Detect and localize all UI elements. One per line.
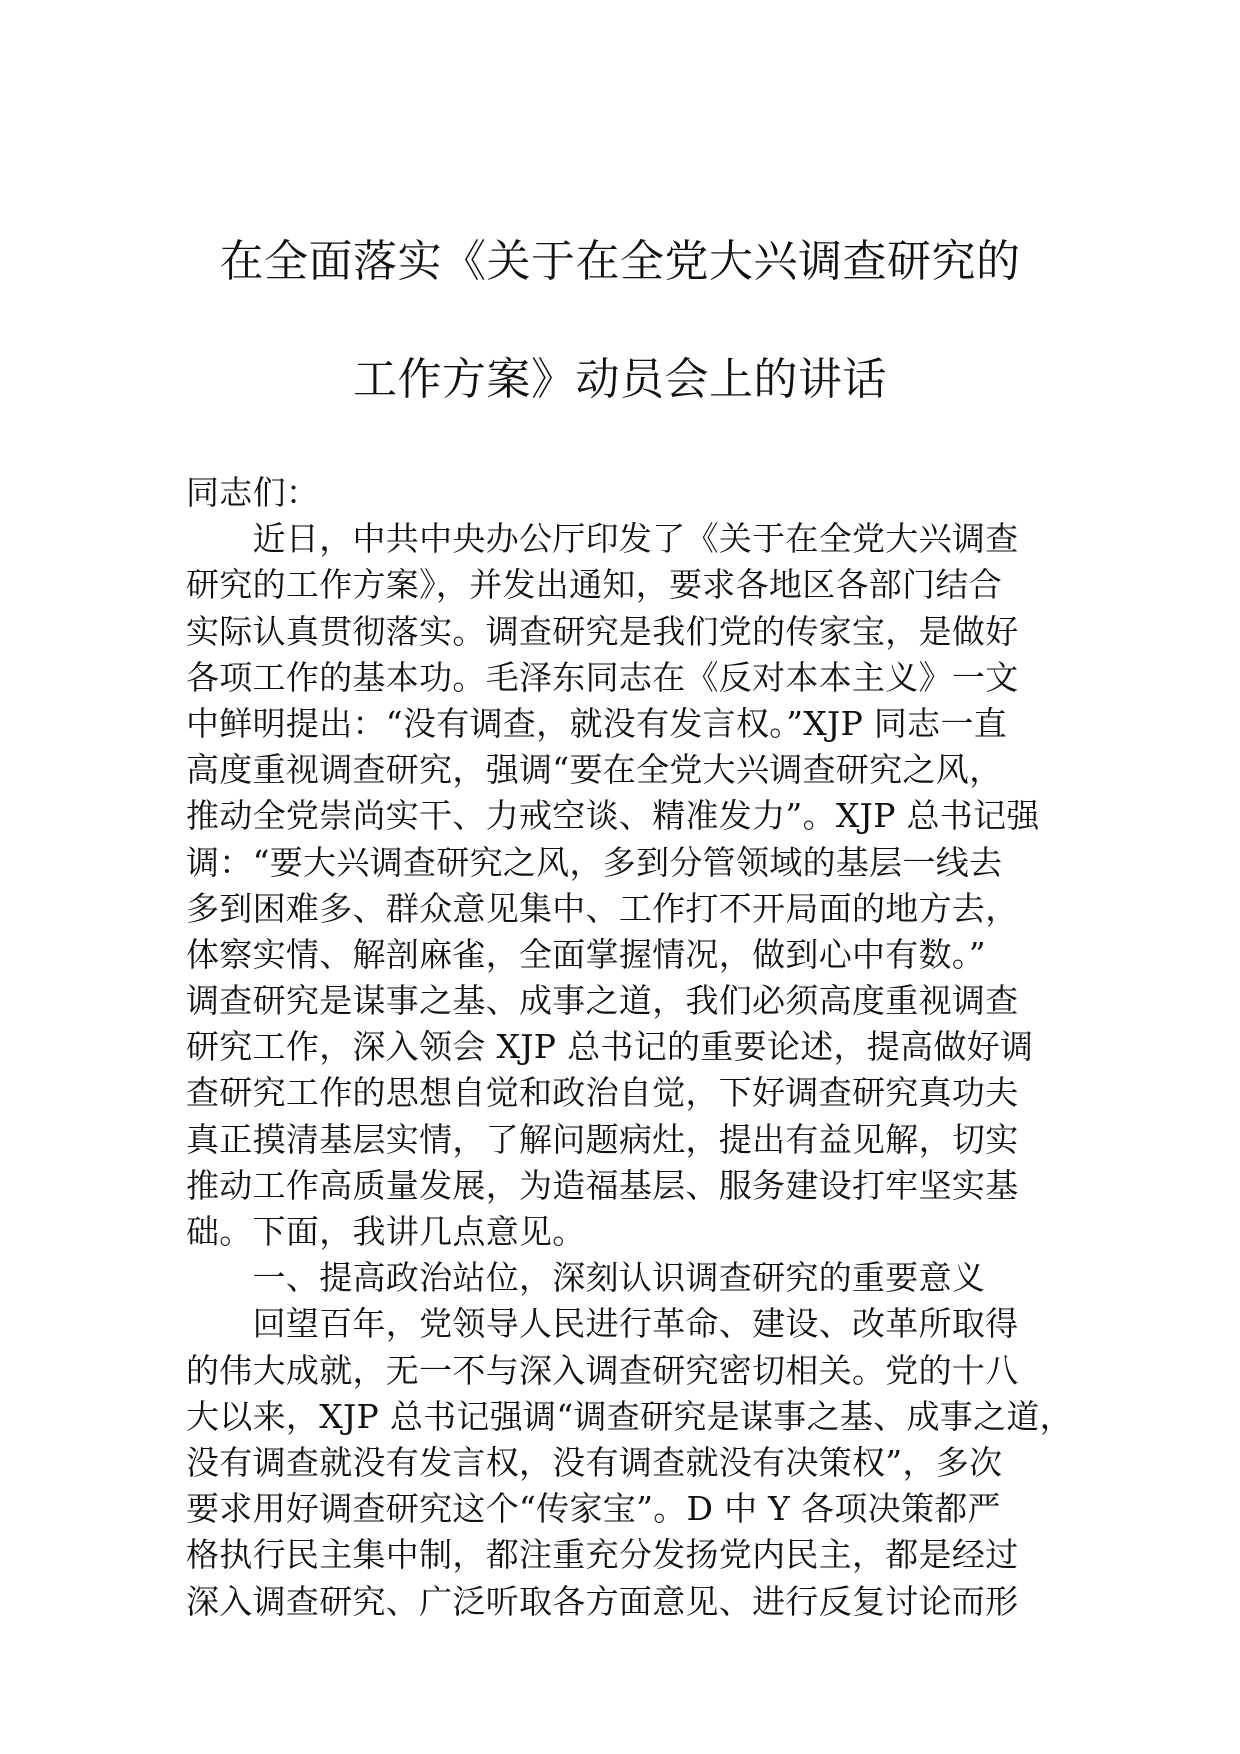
body-line: 多到困难多、群众意见集中、工作打不开局面的地方去，: [186, 888, 1019, 928]
document-title-line-1: 在全面落实《关于在全党大兴调查研究的: [219, 236, 1021, 287]
body-line: 的伟大成就，无一不与深入调查研究密切相关。党的十八: [186, 1350, 1019, 1390]
body-line: 各项工作的基本功。毛泽东同志在《反对本本主义》一文: [186, 657, 1019, 697]
body-line: 推动全党崇尚实干、力戒空谈、精准发力”。XJP 总书记强: [186, 796, 1040, 836]
document-title-line-2: 工作方案》动员会上的讲话: [353, 354, 887, 405]
body-line: 没有调查就没有发言权，没有调查就没有决策权”，多次: [186, 1442, 1003, 1482]
body-line: 格执行民主集中制，都注重充分发扬党内民主，都是经过: [186, 1535, 1019, 1575]
salutation: 同志们：: [186, 473, 320, 512]
body-line: 推动工作高质量发展，为造福基层、服务建设打牢坚实基: [186, 1165, 1019, 1205]
body-line: 调：“要大兴调查研究之风，多到分管领域的基层一线去: [186, 842, 1003, 882]
body-line: 查研究工作的思想自觉和政治自觉，下好调查研究真功夫: [186, 1073, 1019, 1113]
body-line: 研究的工作方案》，并发出通知，要求各地区各部门结合: [186, 565, 1002, 605]
body-line: 体察实情、解剖麻雀，全面掌握情况，做到心中有数。”: [186, 934, 986, 974]
body-line: 实际认真贯彻落实。调查研究是我们党的传家宝，是做好: [186, 611, 1019, 651]
body-line: 深入调查研究、广泛听取各方面意见、进行反复讨论而形: [186, 1581, 1019, 1621]
body-line: 要求用好调查研究这个“传家宝”。D 中 Y 各项决策都严: [186, 1489, 1001, 1529]
body-line: 调查研究是谋事之基、成事之道，我们必须高度重视调查: [186, 981, 1019, 1021]
document-body: [186, 470, 1086, 1625]
body-line: 真正摸清基层实情，了解问题病灶，提出有益见解，切实: [186, 1119, 1019, 1159]
body-line: 础。下面，我讲几点意见。: [186, 1212, 586, 1251]
body-line: 高度重视调查研究，强调“要在全党大兴调查研究之风，: [186, 750, 1003, 790]
body-line: 中鲜明提出：“没有调查，就没有发言权。”XJP 同志一直: [186, 703, 1008, 743]
section-heading: 一、提高政治站位，深刻认识调查研究的重要意义: [186, 1258, 986, 1298]
body-line: 回望百年，党领导人民进行革命、建设、改革所取得: [186, 1304, 1019, 1344]
body-line: 大以来，XJP 总书记强调“调查研究是谋事之基、成事之道，: [186, 1396, 1073, 1436]
body-line: 研究工作，深入领会 XJP 总书记的重要论述，提高做好调: [186, 1027, 1034, 1067]
body-line: 近日，中共中央办公厅印发了《关于在全党大兴调查: [186, 519, 1019, 559]
